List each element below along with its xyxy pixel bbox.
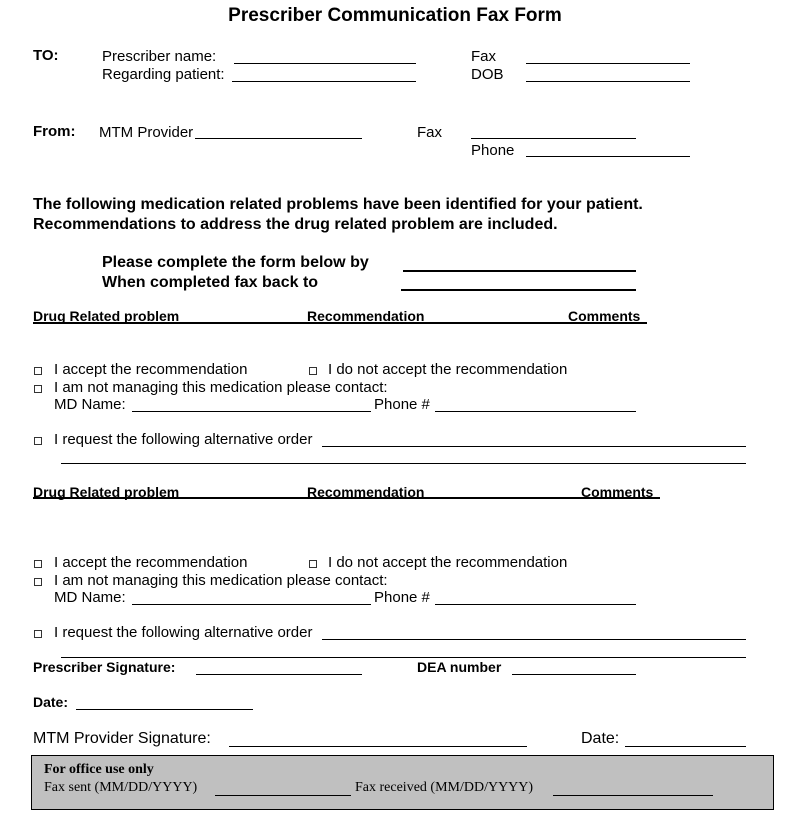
dob-field[interactable] [526,81,690,82]
md-name-label: MD Name: [54,396,126,413]
mtm-signature-label: MTM Provider Signature: [33,730,211,747]
alternative-order-field-line-2[interactable] [61,657,746,658]
prescriber-signature-field[interactable] [196,674,362,675]
phone-field[interactable] [435,604,636,605]
prescriber-name-label: Prescriber name: [102,48,217,65]
header-comments: Comments [568,308,641,324]
from-fax-field[interactable] [471,138,636,139]
reject-checkbox[interactable] [309,560,317,568]
alternative-order-checkbox[interactable] [34,437,42,445]
reject-checkbox[interactable] [309,367,317,375]
alternative-order-field[interactable] [322,446,746,447]
header-recommendation: Recommendation [307,308,425,324]
prescriber-date-label: Date: [33,694,69,710]
header-underline [33,322,647,324]
dea-number-field[interactable] [512,674,636,675]
office-use-box [31,755,774,810]
not-managing-label: I am not managing this medication please contact: [54,572,388,589]
intro-line-1: The following medication related problems have been identified for your patient. [33,196,643,213]
from-phone-label: Phone [471,142,515,159]
to-label: TO: [33,47,59,64]
regarding-patient-field[interactable] [232,81,416,82]
alternative-order-field-line-2[interactable] [61,463,746,464]
dea-number-label: DEA number [417,659,502,675]
alternative-order-label: I request the following alternative order [54,431,313,448]
prescriber-signature-label: Prescriber Signature: [33,659,176,675]
from-phone-field[interactable] [526,156,690,157]
page-title: Prescriber Communication Fax Form [228,5,562,26]
accept-label: I accept the recommendation [54,554,248,571]
alternative-order-field[interactable] [322,639,746,640]
phone-label: Phone # [374,589,430,606]
reject-label: I do not accept the recommendation [328,361,568,378]
header-drug-related-problem: Drug Related problem [33,308,180,324]
mtm-date-label: Date: [581,730,620,747]
mtm-date-field[interactable] [625,746,746,747]
intro-line-2: Recommendations to address the drug related problem are included. [33,216,558,233]
header-comments: Comments [581,484,654,500]
phone-label: Phone # [374,396,430,413]
accept-checkbox[interactable] [34,560,42,568]
fax-sent-field[interactable] [215,795,351,796]
dob-label: DOB [471,66,504,83]
md-name-field[interactable] [132,604,371,605]
to-fax-label: Fax [471,48,497,65]
regarding-patient-label: Regarding patient: [102,66,225,83]
complete-by-label: Please complete the form below by [102,254,369,271]
md-name-label: MD Name: [54,589,126,606]
accept-label: I accept the recommendation [54,361,248,378]
not-managing-label: I am not managing this medication please contact: [54,379,388,396]
fax-back-field[interactable] [401,289,636,291]
not-managing-checkbox[interactable] [34,385,42,393]
fax-received-label: Fax received (MM/DD/YYYY) [355,780,534,795]
prescriber-name-field[interactable] [234,63,416,64]
reject-label: I do not accept the recommendation [328,554,568,571]
complete-by-field[interactable] [403,270,636,272]
alternative-order-label: I request the following alternative order [54,624,313,641]
fax-received-field[interactable] [553,795,713,796]
to-fax-field[interactable] [526,63,690,64]
from-fax-label: Fax [417,124,443,141]
fax-sent-label: Fax sent (MM/DD/YYYY) [44,780,198,795]
office-use-heading: For office use only [44,762,154,777]
mtm-provider-label: MTM Provider [99,124,194,141]
accept-checkbox[interactable] [34,367,42,375]
header-underline [33,497,660,499]
not-managing-checkbox[interactable] [34,578,42,586]
phone-field[interactable] [435,411,636,412]
header-recommendation: Recommendation [307,484,425,500]
mtm-provider-field[interactable] [195,138,362,139]
header-drug-related-problem: Drug Related problem [33,484,180,500]
mtm-signature-field[interactable] [229,746,527,747]
prescriber-date-field[interactable] [76,709,253,710]
from-label: From: [33,123,76,140]
fax-back-label: When completed fax back to [102,274,319,291]
alternative-order-checkbox[interactable] [34,630,42,638]
md-name-field[interactable] [132,411,371,412]
